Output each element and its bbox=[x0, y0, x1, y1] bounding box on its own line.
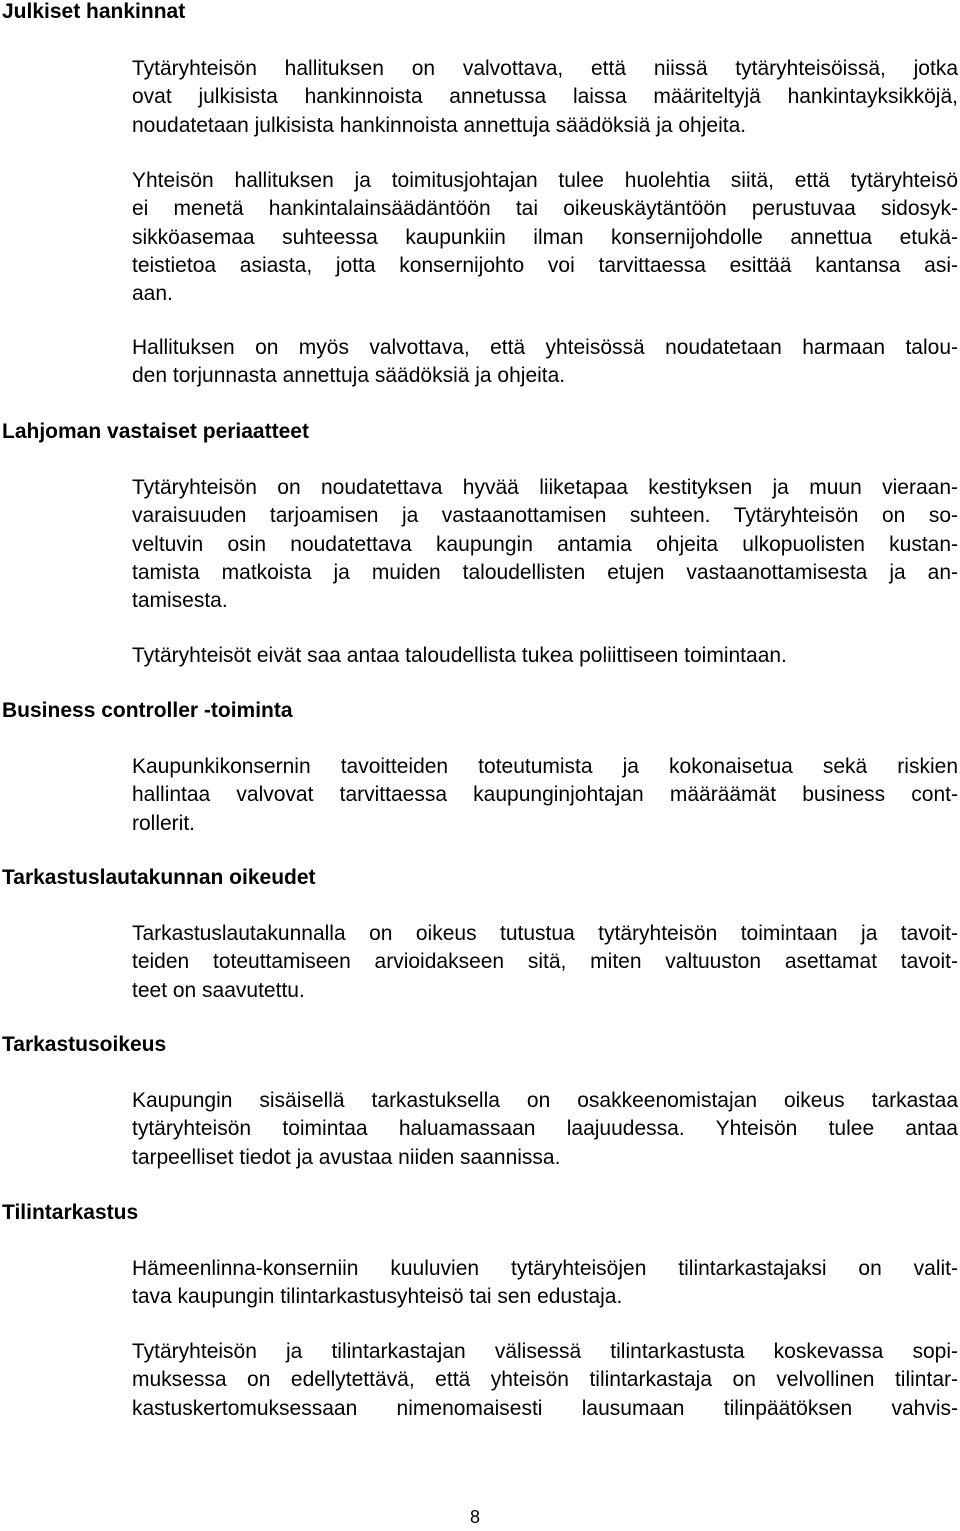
text-line: Tarkastuslautakunnalla on oikeus tutustua tytäryhteisön toimintaan ja tavoit- bbox=[132, 922, 958, 945]
text-line: aan. bbox=[132, 282, 173, 306]
text-line: Tytäryhteisön hallituksen on valvottava, että niissä tytäryhteisöissä, jotka bbox=[132, 57, 958, 80]
section-heading: Lahjoman vastaiset periaatteet bbox=[2, 420, 309, 443]
text-line: rollerit. bbox=[132, 811, 196, 835]
paragraph bbox=[132, 474, 958, 615]
section-heading: Tarkastuslautakunnan oikeudet bbox=[2, 866, 316, 889]
text-line: hallintaa valvovat tarvittaessa kaupunginjohtajan määräämät business cont- bbox=[132, 783, 958, 807]
paragraph bbox=[132, 1087, 958, 1172]
section-heading: Tarkastusoikeus bbox=[2, 1033, 167, 1056]
text-line: tarpeelliset tiedot ja avustaa niiden saannissa. bbox=[132, 1145, 561, 1169]
text-line: Tytäryhteisön ja tilintarkastajan välisessä tilintarkastusta koskevassa sopi- bbox=[132, 1340, 958, 1363]
text-line: Hallituksen on myös valvottava, että yhteisössä noudatetaan harmaan talou- bbox=[132, 336, 958, 359]
text-line: noudatetaan julkisista hankinnoista annettuja säädöksiä ja ohjeita. bbox=[132, 113, 747, 137]
paragraph bbox=[132, 167, 958, 308]
text-line: Kaupungin sisäisellä tarkastuksella on osakkeenomistajan oikeus tarkastaa bbox=[132, 1089, 958, 1112]
text-line: teiden toteuttamiseen arvioidakseen sitä, miten valtuuston asettamat tavoit- bbox=[132, 950, 958, 974]
text-line: tava kaupungin tilintarkastusyhteisö tai sen edustaja. bbox=[132, 1285, 623, 1309]
text-line: ei menetä hankintalainsäädäntöön tai oikeuskäytäntöön perustuvaa sidosyk- bbox=[132, 197, 958, 221]
text-line: veltuvin osin noudatettava kaupungin antamia ohjeita ulkopuolisten kustan- bbox=[132, 532, 958, 556]
text-line: kastuskertomuksessaan nimenomaisesti lausumaan tilinpäätöksen vahvis- bbox=[132, 1396, 958, 1420]
paragraph bbox=[132, 642, 958, 670]
text-line: teistietoa asiasta, jotta konsernijohto voi tarvittaessa esittää kantansa asi- bbox=[132, 253, 958, 277]
paragraph bbox=[132, 1255, 958, 1312]
paragraph bbox=[132, 920, 958, 1005]
text-line: varaisuuden tarjoamisen ja vastaanottamisen suhteen. Tytäryhteisön on so- bbox=[132, 504, 958, 528]
text-line: sikköasemaa suhteessa kaupunkiin ilman konsernijohdolle annettua etukä- bbox=[132, 225, 958, 249]
text-line: den torjunnasta annettuja säädöksiä ja ohjeita. bbox=[132, 364, 566, 388]
paragraph bbox=[132, 334, 958, 391]
paragraph bbox=[132, 55, 958, 140]
page-number: 8 bbox=[470, 1507, 481, 1527]
paragraph bbox=[132, 1338, 958, 1423]
text-line: Tytäryhteisön on noudatettava hyvää liiketapaa kestityksen ja muun vieraan- bbox=[132, 476, 958, 499]
text-line: Hämeenlinna-konserniin kuuluvien tytäryhteisöjen tilintarkastajaksi on valit- bbox=[132, 1257, 958, 1280]
text-line: Yhteisön hallituksen ja toimitusjohtajan tulee huolehtia siitä, että tytäryhteisö bbox=[132, 169, 958, 192]
text-line: Kaupunkikonsernin tavoitteiden toteutumista ja kokonaisetua sekä riskien bbox=[132, 755, 958, 778]
paragraph bbox=[132, 753, 958, 838]
text-line: muksessa on edellytettävä, että yhteisön tilintarkastaja on velvollinen tilintar- bbox=[132, 1368, 958, 1392]
section-heading: Julkiset hankinnat bbox=[2, 0, 186, 23]
section-heading: Business controller -toiminta bbox=[2, 699, 293, 722]
text-line: teet on saavutettu. bbox=[132, 978, 305, 1002]
text-line: tamisesta. bbox=[132, 589, 228, 613]
section-heading: Tilintarkastus bbox=[2, 1201, 139, 1224]
text-line: tamista matkoista ja muiden taloudellisten etujen vastaanottamisesta ja an- bbox=[132, 560, 958, 584]
text-line: Tytäryhteisöt eivät saa antaa taloudellista tukea poliittiseen toimintaan. bbox=[132, 644, 787, 667]
text-line: tytäryhteisön toimintaa haluamassaan laajuudessa. Yhteisön tulee antaa bbox=[132, 1117, 958, 1141]
text-line: ovat julkisista hankinnoista annetussa laissa määriteltyjä hankintayksikköjä, bbox=[132, 85, 958, 109]
